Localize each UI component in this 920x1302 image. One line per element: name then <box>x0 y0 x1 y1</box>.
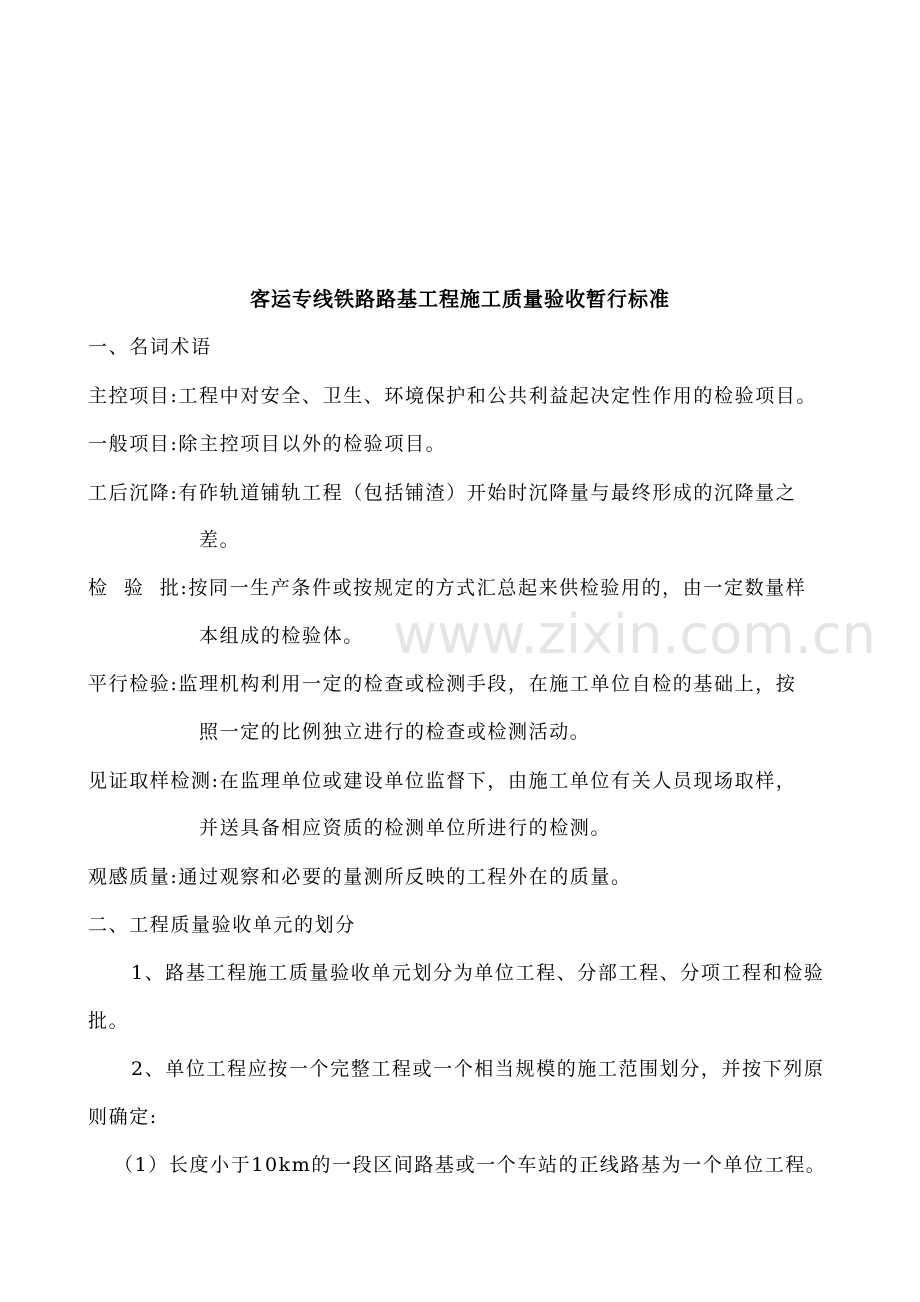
term-label: 平行检验: <box>88 673 179 695</box>
term-definition: 工程中对安全、卫生、环境保护和公共利益起决定性作用的检验项目。 <box>178 385 818 407</box>
paragraph-1: 1、路基工程施工质量验收单元划分为单位工程、分部工程、分项工程和检验 <box>131 962 825 984</box>
document-title: 客运专线铁路路基工程施工质量验收暂行标准 <box>250 287 670 311</box>
term-label: 见证取样检测: <box>88 770 220 792</box>
term-definition: 通过观察和必要的量测所反映的工程外在的质量。 <box>178 866 632 888</box>
term-row <box>88 668 796 700</box>
term-label: 一般项目: <box>88 433 179 455</box>
term-row <box>88 477 796 509</box>
term-row <box>88 765 796 797</box>
term-definition-continued: 本组成的检验体。 <box>199 625 364 647</box>
term-definition-continued: 并送具备相应资质的检测单位所进行的检测。 <box>199 817 612 839</box>
term-row <box>88 380 817 412</box>
term-row <box>88 572 806 604</box>
term-definition: 在监理单位或建设单位监督下，由施工单位有关人员现场取样， <box>219 770 797 792</box>
term-definition-continued: 差。 <box>199 529 241 551</box>
section2-heading: 二、工程质量验收单元的划分 <box>88 914 356 936</box>
term-label: 主控项目: <box>88 385 179 407</box>
term-label: 工后沉降: <box>88 482 179 504</box>
term-definition-continued: 照一定的比例独立进行的检查或检测活动。 <box>199 721 591 743</box>
paragraph-1-continued: 批。 <box>88 1010 130 1032</box>
term-row <box>88 428 446 460</box>
term-definition: 除主控项目以外的检验项目。 <box>178 433 447 455</box>
term-definition: 有砟轨道铺轨工程（包括铺渣）开始时沉降量与最终形成的沉降量之 <box>178 482 797 504</box>
paragraph-3: （1）长度小于10km的一段区间路基或一个车站的正线路基为一个单位工程。 <box>114 1154 827 1176</box>
term-label: 观感质量: <box>88 866 179 888</box>
paragraph-2-continued: 则确定: <box>88 1106 158 1128</box>
section1-heading: 一、名词术语 <box>88 336 212 358</box>
term-label: 检 验 批: <box>88 577 189 599</box>
term-row <box>88 861 632 893</box>
term-definition: 按同一生产条件或按规定的方式汇总起来供检验用的，由一定数量样 <box>188 577 807 599</box>
watermark: www.zixin.com.cn <box>393 603 876 666</box>
paragraph-2: 2、单位工程应按一个完整工程或一个相当规模的施工范围划分，并按下列原 <box>131 1058 825 1080</box>
term-definition: 监理机构利用一定的检查或检测手段，在施工单位自检的基础上，按 <box>178 673 797 695</box>
